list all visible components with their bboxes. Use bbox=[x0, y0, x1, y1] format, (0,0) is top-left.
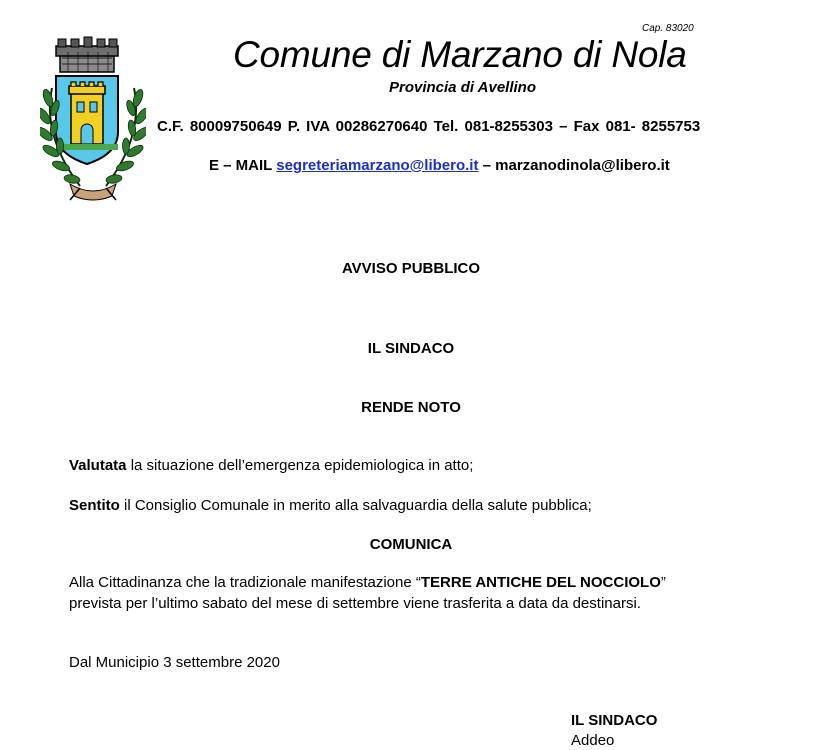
signature-title: IL SINDACO bbox=[571, 712, 658, 729]
paragraph-sentito-text: il Consiglio Comunale in merito alla salvaguardia della salute pubblica; bbox=[119, 497, 592, 514]
ribbon-icon bbox=[70, 184, 116, 200]
municipal-crest-icon bbox=[40, 36, 146, 202]
email-secondary: marzanodinola@libero.it bbox=[495, 157, 670, 174]
cap-code: Cap. 83020 bbox=[642, 23, 694, 34]
email-link-primary[interactable]: segreteriamarzano@libero.it bbox=[276, 157, 479, 174]
rende-noto-heading: RENDE NOTO bbox=[361, 399, 461, 416]
comunica-heading: COMUNICA bbox=[369, 536, 453, 553]
paragraph-event-line1 bbox=[69, 574, 666, 591]
municipality-title: Comune di Marzano di Nola bbox=[233, 34, 687, 75]
crown-icon bbox=[56, 37, 118, 72]
paragraph-valutata-bold: Valutata bbox=[69, 457, 127, 474]
event-text-b: ” bbox=[660, 574, 666, 591]
event-text-a: Alla Cittadinanza che la tradizionale manifestazione “ bbox=[69, 574, 421, 591]
signature-name: Addeo bbox=[571, 732, 615, 749]
email-line bbox=[209, 157, 670, 174]
paragraph-valutata-text: la situazione dell’emergenza epidemiologica in atto; bbox=[126, 457, 474, 474]
email-separator: – bbox=[478, 157, 496, 174]
paragraph-sentito-bold: Sentito bbox=[69, 497, 120, 514]
paragraph-event-line2: prevista per l’ultimo sabato del mese di settembre viene trasferita a data da destinarsi. bbox=[69, 595, 641, 612]
shield-icon bbox=[56, 76, 118, 164]
event-name: TERRE ANTICHE DEL NOCCIOLO bbox=[420, 574, 661, 591]
paragraph-sentito bbox=[69, 497, 592, 514]
email-label: E – MAIL bbox=[209, 157, 277, 174]
mayor-heading: IL SINDACO bbox=[367, 340, 455, 357]
date-line: Dal Municipio 3 settembre 2020 bbox=[69, 654, 280, 671]
province-label: Provincia di Avellino bbox=[389, 79, 536, 96]
fiscal-contact-line: C.F. 80009750649 P. IVA 00286270640 Tel. 081-8255303 – Fax 081- 8255753 bbox=[157, 118, 701, 135]
notice-heading: AVVISO PUBBLICO bbox=[341, 260, 481, 277]
paragraph-valutata bbox=[69, 457, 473, 474]
